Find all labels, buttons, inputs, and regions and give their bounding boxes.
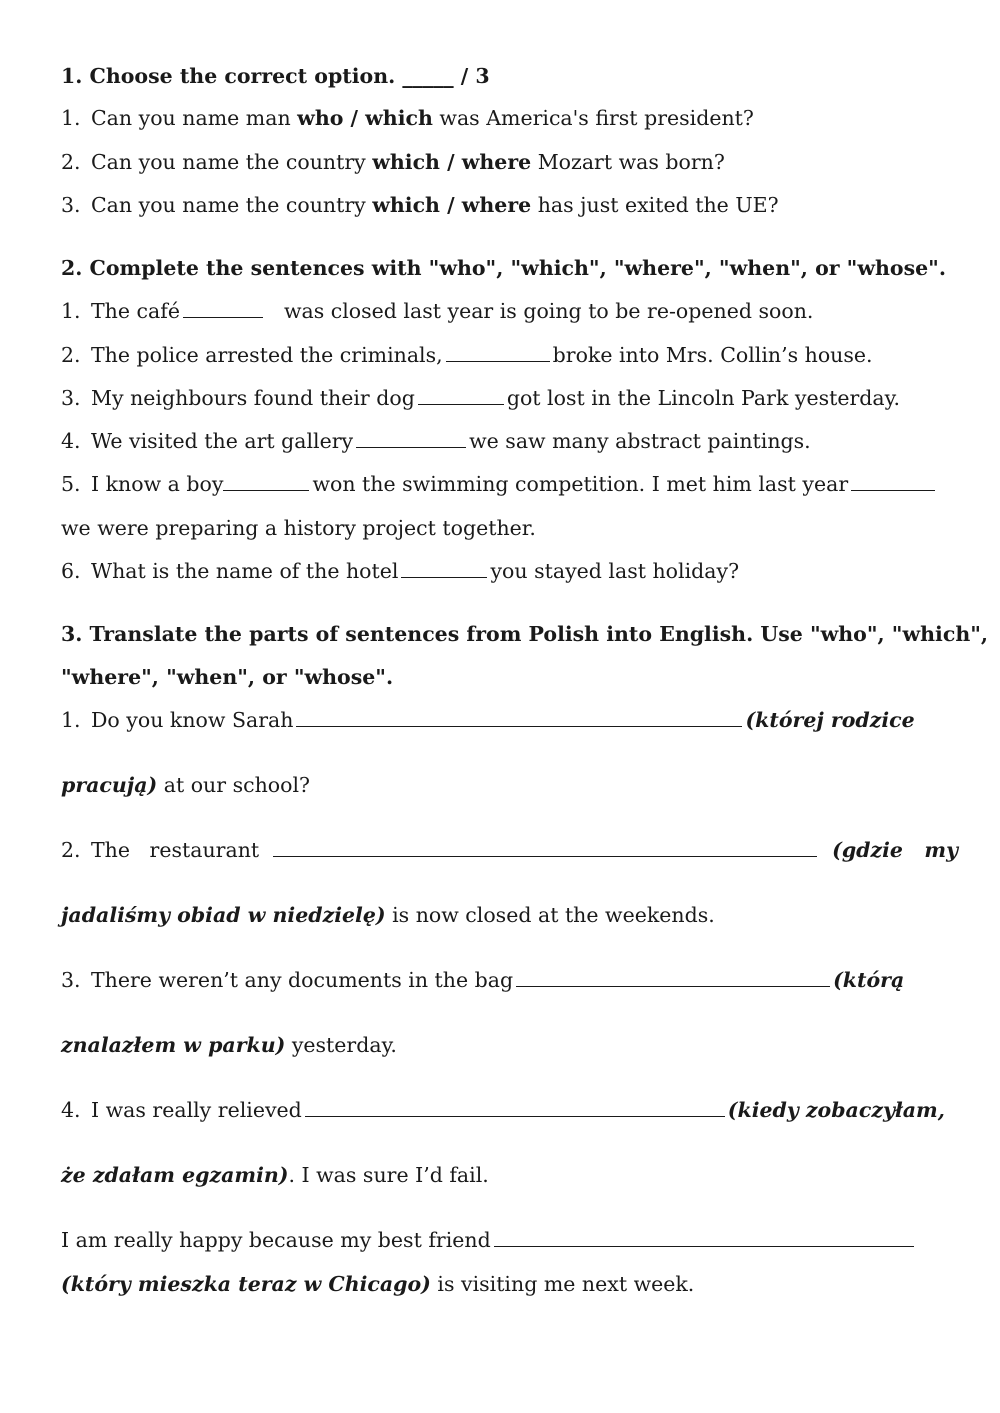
item-text: What is the name of the hotel: [91, 559, 399, 583]
section3-item: [61, 836, 958, 864]
section3-item-continued: [61, 901, 951, 929]
section3-heading: 3. Translate the parts of sentences from Polish into English. Use "who", "which",: [61, 622, 989, 646]
item-text: Mozart was born?: [531, 150, 725, 174]
answer-blank[interactable]: [851, 472, 935, 491]
item-text: Do you know Sarah: [91, 708, 294, 732]
item-text: The café: [91, 299, 180, 323]
item-number: 5.: [61, 472, 81, 496]
item-number: 1.: [61, 708, 81, 732]
polish-prompt: jadaliśmy obiad w niedzielę): [61, 903, 386, 927]
section3-extra-item: [61, 1226, 951, 1254]
choice-option[interactable]: which / where: [372, 193, 532, 217]
item-number: 1.: [61, 106, 81, 130]
polish-prompt: (którą: [833, 968, 905, 992]
answer-blank[interactable]: [296, 708, 742, 727]
section3-item-continued: [61, 1161, 951, 1189]
section1-heading: 1. Choose the correct option. _____ / 3: [61, 64, 490, 88]
item-text: I am really happy because my best friend: [61, 1228, 491, 1252]
answer-blank[interactable]: [418, 386, 504, 405]
answer-blank[interactable]: [305, 1098, 725, 1117]
item-text: I was really relieved: [91, 1098, 302, 1122]
item-number: 1.: [61, 299, 81, 323]
item-text: I know a boy: [91, 472, 224, 496]
item-number: 6.: [61, 559, 81, 583]
item-number: 3.: [61, 193, 81, 217]
answer-blank[interactable]: [356, 429, 466, 448]
item-text: was America's first president?: [432, 106, 754, 130]
item-text: Can you name man: [91, 106, 298, 130]
section2-item: [61, 297, 951, 325]
polish-prompt: że zdałam egzamin): [61, 1163, 289, 1187]
item-text: you stayed last holiday?: [490, 559, 740, 583]
item-number: 3.: [61, 386, 81, 410]
section3-item-continued: [61, 1031, 951, 1059]
section2-item: [61, 427, 951, 455]
polish-prompt: (której rodzice: [745, 708, 915, 732]
section3-heading-continued: "where", "when", or "whose".: [61, 665, 394, 689]
item-text: was closed last year is going to be re-opened soon.: [283, 299, 814, 323]
item-text: The police arrested the criminals,: [91, 343, 443, 367]
item-text: won the swimming competition. I met him last year: [312, 472, 849, 496]
answer-blank[interactable]: [223, 472, 309, 491]
item-text: at our school?: [157, 773, 311, 797]
item-text: broke into Mrs. Collin’s house.: [552, 343, 873, 367]
section3-item-continued: [61, 771, 951, 799]
item-number: 3.: [61, 968, 81, 992]
polish-prompt: (który mieszka teraz w Chicago): [61, 1272, 431, 1296]
item-text: is visiting me next week.: [430, 1272, 695, 1296]
item-text: The restaurant: [91, 838, 260, 862]
item-number: 2.: [61, 838, 81, 862]
section2-item: [61, 384, 951, 412]
section3-item: [61, 706, 951, 734]
polish-prompt: (kiedy zobaczyłam,: [727, 1098, 945, 1122]
section1-item: [61, 104, 951, 132]
item-text: . I was sure I’d fail.: [288, 1163, 489, 1187]
answer-blank[interactable]: [494, 1228, 914, 1247]
section2-item: [61, 341, 951, 369]
section2-item: [61, 470, 951, 498]
choice-option[interactable]: who / which: [297, 106, 433, 130]
answer-blank[interactable]: [183, 299, 263, 318]
item-text: Can you name the country: [91, 150, 373, 174]
section2-item: [61, 557, 951, 585]
polish-prompt: (gdzie my: [832, 838, 958, 862]
answer-blank[interactable]: [273, 838, 817, 857]
item-text: is now closed at the weekends.: [385, 903, 715, 927]
item-text: we saw many abstract paintings.: [469, 429, 811, 453]
item-text: got lost in the Lincoln Park yesterday.: [506, 386, 901, 410]
section3-item: [61, 1096, 951, 1124]
item-text: has just exited the UE?: [531, 193, 779, 217]
section1-item: [61, 148, 951, 176]
item-text: My neighbours found their dog: [91, 386, 415, 410]
choice-option[interactable]: which / where: [372, 150, 532, 174]
section2-heading: 2. Complete the sentences with "who", "which", "where", "when", or "whose".: [61, 256, 946, 280]
answer-blank[interactable]: [516, 968, 830, 987]
answer-blank[interactable]: [401, 559, 487, 578]
section3-item: [61, 966, 951, 994]
item-number: 2.: [61, 343, 81, 367]
answer-blank[interactable]: [446, 343, 550, 362]
section3-extra-item-continued: [61, 1270, 951, 1298]
section2-item-continued: we were preparing a history project together.: [61, 516, 536, 540]
item-text: yesterday.: [285, 1033, 397, 1057]
polish-prompt: pracują): [61, 773, 158, 797]
item-text: We visited the art gallery: [91, 429, 354, 453]
item-number: 4.: [61, 429, 81, 453]
item-number: 4.: [61, 1098, 81, 1122]
item-number: 2.: [61, 150, 81, 174]
section1-item: [61, 191, 951, 219]
item-text: There weren’t any documents in the bag: [91, 968, 514, 992]
item-text: Can you name the country: [91, 193, 373, 217]
polish-prompt: znalazłem w parku): [61, 1033, 286, 1057]
